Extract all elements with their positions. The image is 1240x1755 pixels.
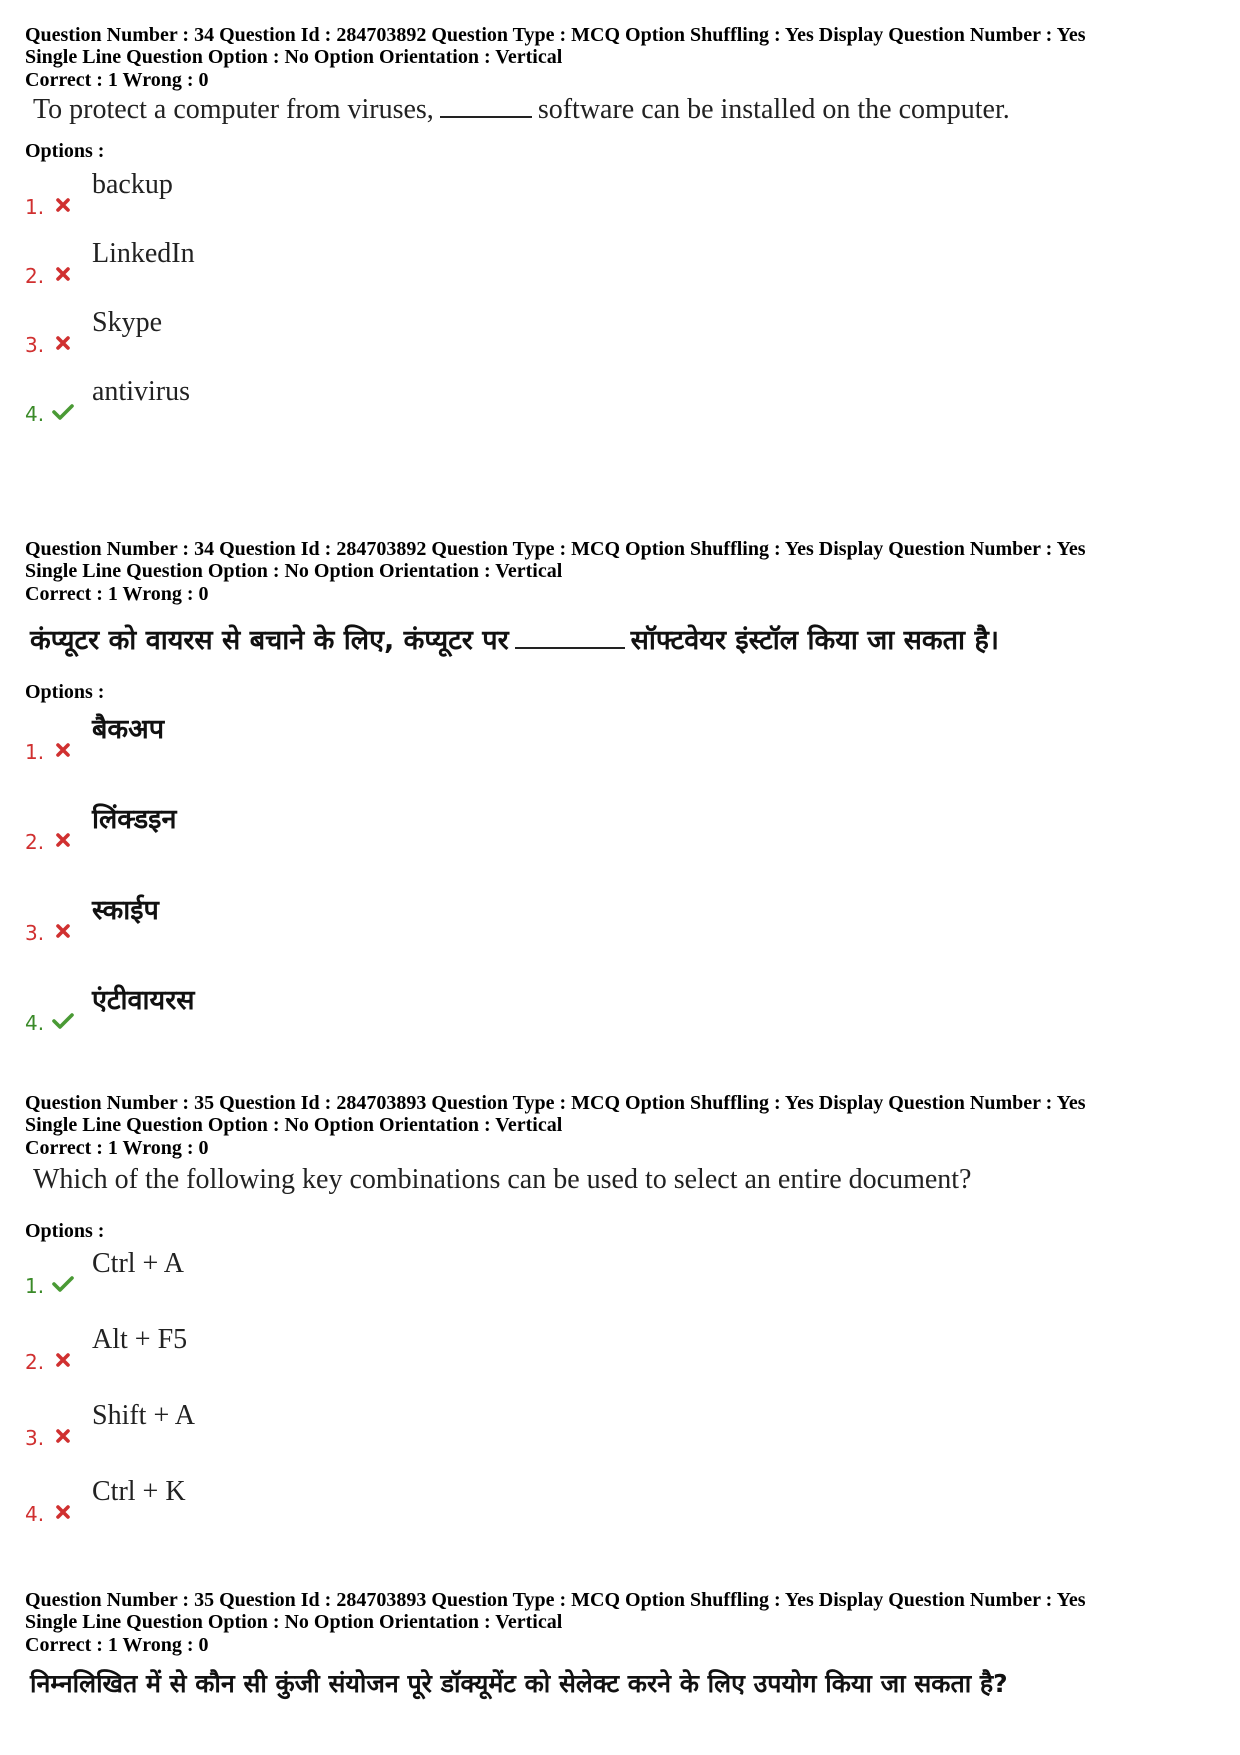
option-number: 1. [25, 1274, 45, 1298]
option-item [25, 895, 625, 945]
question-meta-line1: Question Number : 34 Question Id : 284703892 Question Type : MCQ Option Shuffling : Yes Display Question Number : Yes [25, 24, 1086, 46]
cross-icon [52, 741, 74, 759]
option-text: Ctrl + A [92, 1248, 185, 1279]
option-number: 3. [25, 921, 45, 945]
question-meta-line2: Single Line Question Option : No Option Orientation : Vertical [25, 1611, 563, 1633]
option-item [25, 307, 625, 357]
option-text: Skype [92, 307, 162, 338]
option-item [25, 238, 625, 288]
option-number: 3. [25, 333, 45, 357]
option-number: 4. [25, 402, 45, 426]
options-label: Options : [25, 681, 105, 703]
option-number: 4. [25, 1011, 45, 1035]
question-meta-line1: Question Number : 35 Question Id : 284703893 Question Type : MCQ Option Shuffling : Yes Display Question Number : Yes [25, 1092, 1086, 1114]
option-number: 2. [25, 1350, 45, 1374]
option-text: स्काईप [92, 895, 159, 926]
option-item [25, 1324, 625, 1374]
question-text-before: To protect a computer from viruses, [33, 94, 434, 125]
check-icon [52, 403, 74, 421]
option-item [25, 985, 625, 1035]
question-text-after: सॉफ्टवेयर इंस्टॉल किया जा सकता है। [630, 625, 1000, 656]
question-meta [25, 1589, 1085, 1633]
options-label: Options : [25, 140, 105, 162]
answer-blank [440, 112, 532, 118]
option-number: 4. [25, 1502, 45, 1526]
cross-icon [52, 334, 74, 352]
option-item [25, 1248, 625, 1298]
option-number: 2. [25, 264, 45, 288]
option-number: 2. [25, 830, 45, 854]
question-score: Correct : 1 Wrong : 0 [25, 1634, 209, 1656]
question-meta-line2: Single Line Question Option : No Option Orientation : Vertical [25, 1114, 563, 1136]
option-item [25, 804, 625, 854]
question-meta-line2: Single Line Question Option : No Option Orientation : Vertical [25, 46, 563, 68]
option-text: antivirus [92, 376, 190, 407]
cross-icon [52, 922, 74, 940]
option-text: बैकअप [92, 714, 165, 745]
option-text: लिंक्डइन [92, 804, 177, 835]
options-label: Options : [25, 1220, 105, 1242]
option-number: 1. [25, 195, 45, 219]
question-text: Which of the following key combinations can be used to select an entire document? [33, 1164, 972, 1195]
cross-icon [52, 265, 74, 283]
question-text: निम्नलिखित में से कौन सी कुंजी संयोजन पूरे डॉक्यूमेंट को सेलेक्ट करने के लिए उपयोग किया जा सकता है? [30, 1669, 1008, 1698]
cross-icon [52, 1351, 74, 1369]
option-item [25, 714, 625, 764]
option-text: एंटीवायरस [92, 985, 195, 1016]
answer-blank [515, 643, 625, 649]
question-meta-line1: Question Number : 34 Question Id : 284703892 Question Type : MCQ Option Shuffling : Yes Display Question Number : Yes [25, 538, 1086, 560]
option-number: 3. [25, 1426, 45, 1450]
option-item [25, 1476, 625, 1526]
option-text: backup [92, 169, 173, 200]
check-icon [52, 1012, 74, 1030]
question-meta [25, 1092, 1085, 1136]
question-meta [25, 24, 1085, 68]
question-meta-line1: Question Number : 35 Question Id : 284703893 Question Type : MCQ Option Shuffling : Yes Display Question Number : Yes [25, 1589, 1086, 1611]
question-score: Correct : 1 Wrong : 0 [25, 1137, 209, 1159]
option-text: LinkedIn [92, 238, 195, 269]
option-item [25, 1400, 625, 1450]
option-text: Alt + F5 [92, 1324, 188, 1355]
cross-icon [52, 1503, 74, 1521]
question-text-before: कंप्यूटर को वायरस से बचाने के लिए, कंप्यूटर पर [30, 625, 509, 656]
option-text: Ctrl + K [92, 1476, 186, 1507]
option-number: 1. [25, 740, 45, 764]
option-text: Shift + A [92, 1400, 195, 1431]
check-icon [52, 1275, 74, 1293]
question-score: Correct : 1 Wrong : 0 [25, 69, 209, 91]
question-text [30, 624, 999, 658]
cross-icon [52, 196, 74, 214]
cross-icon [52, 1427, 74, 1445]
option-item [25, 376, 625, 426]
cross-icon [52, 831, 74, 849]
question-meta-line2: Single Line Question Option : No Option Orientation : Vertical [25, 560, 563, 582]
question-text [33, 93, 1010, 127]
option-item [25, 169, 625, 219]
question-text-after: software can be installed on the computer. [537, 94, 1010, 125]
question-meta [25, 538, 1085, 582]
question-score: Correct : 1 Wrong : 0 [25, 583, 209, 605]
